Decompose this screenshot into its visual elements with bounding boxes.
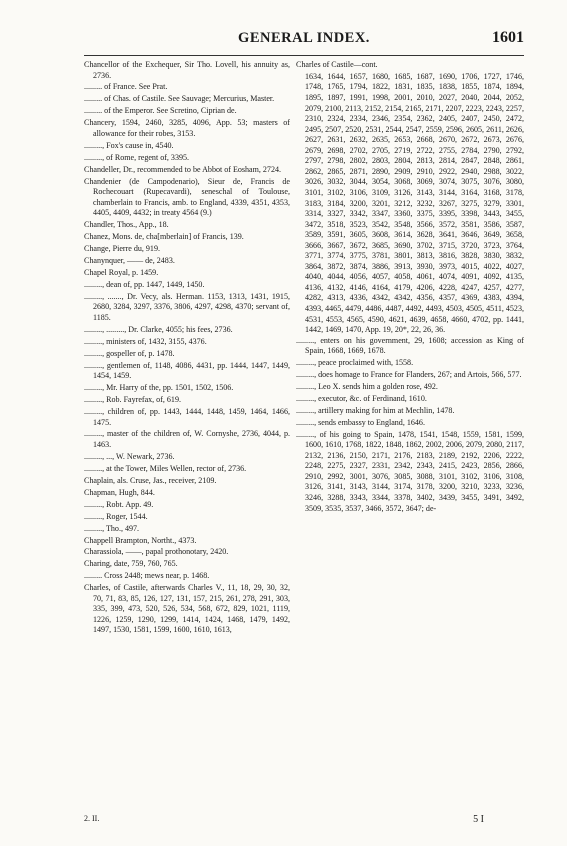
- index-entry: Charing, date, 759, 760, 765.: [84, 559, 178, 569]
- index-entry: Charles, of Castile, afterwards Charles V., 11, 18, 29, 30, 32, 70, 71, 83, 85, 126, 127, 131, 157, 215, 261, 278, 291, 303, 335, 399, 473, 520, 526, 534, 568, 672, 829, 1021, 1119, 1226, 1259, 1290, 1299, 1414, 1424, 1468, 1479, 1492, 1497, 1530, 1581, 1599, 1600, 1610, 1613,: [84, 583, 290, 635]
- index-entry: ........., executor, &c. of Ferdinand, 1610.: [296, 393, 427, 403]
- index-entry: ........., Fox's cause in, 4540.: [84, 140, 174, 150]
- index-entry: Chappell Brampton, Northt., 4373.: [84, 535, 197, 545]
- continued-references: 1634, 1644, 1657, 1680, 1685, 1687, 1690, 1706, 1727, 1746, 1748, 1765, 1794, 1822, 1831, 1835, 1838, 1855, 1874, 1894, 1895, 1897, 1991, 1998, 2001, 2010, 2027, 2040, 2044, 2052, 2079, 2100, 2113, 2152, 2154, 2165, 2171, 2207, 2223, 2243, 2257, 2310, 2324, 2334, 2346, 2354, 2362, 2405, 2407, 2450, 2472, 2495, 2507, 2520, 2531, 2544, 2547, 2559, 2596, 2605, 2611, 2626, 2627, 2631, 2632, 2635, 2653, 2668, 2670, 2672, 2673, 2676, 2679, 2698, 2702, 2705, 2719, 2722, 2755, 2784, 2790, 2792, 2797, 2798, 2802, 2803, 2804, 2813, 2814, 2847, 2848, 2861, 2862, 2865, 2871, 2890, 2909, 2910, 2922, 2940, 2988, 3022, 3026, 3032, 3044, 3054, 3068, 3069, 3074, 3075, 3076, 3080, 3101, 3102, 3106, 3109, 3126, 3143, 3144, 3164, 3168, 3178, 3183, 3184, 3200, 3201, 3212, 3232, 3267, 3275, 3279, 3301, 3314, 3327, 3342, 3347, 3360, 3375, 3395, 3398, 3443, 3455, 3472, 3518, 3523, 3542, 3548, 3566, 3572, 3581, 3586, 3587, 3589, 3591, 3605, 3608, 3614, 3628, 3641, 3646, 3649, 3658, 3666, 3667, 3672, 3685, 3690, 3702, 3715, 3720, 3723, 3764, 3771, 3774, 3775, 3781, 3801, 3813, 3816, 3828, 3830, 3832, 3864, 3872, 3874, 3886, 3913, 3930, 3973, 4015, 4022, 4027, 4040, 4044, 4056, 4057, 4058, 4061, 4074, 4091, 4092, 4135, 4136, 4132, 4146, 4164, 4179, 4206, 4228, 4247, 4257, 4277, 4282, 4313, 4336, 4342, 4342, 4356, 4357, 4369, 4383, 4394, 4393, 4465, 4479, 4486, 4487, 4492, 4493, 4503, 4505, 4511, 4523, 4531, 4553, 4565, 4590, 4621, 4639, 4658, 4660, 4702, pp. 1441, 1442, 1469, 1470, App. 19, 20*, 22, 26, 36.: [305, 71, 524, 335]
- index-entry: ........., Mr. Harry of the, pp. 1501, 1502, 1506.: [84, 383, 234, 393]
- index-entry: ........., ministers of, 1432, 3155, 4376.: [84, 336, 207, 346]
- index-entry: ........., children of, pp. 1443, 1444, 1448, 1459, 1464, 1466, 1475.: [84, 407, 290, 427]
- index-entry: ........., Leo X. sends him a golden rose, 492.: [296, 381, 438, 391]
- page-header: [84, 30, 524, 50]
- header-rule: [84, 55, 524, 56]
- index-entry: ........., Robt. App. 49.: [84, 499, 154, 509]
- index-entry: ........., of Rome, regent of, 3395.: [84, 152, 190, 162]
- index-entry: ........., ......., Dr. Vecy, als. Herman. 1153, 1313, 1431, 1915, 2680, 3284, 3297, 3376, 3806, 4297, 4298, 4370; servant of, 1185.: [84, 291, 290, 322]
- index-entry: ........., does homage to France for Flanders, 267; and Artois, 566, 577.: [296, 370, 522, 380]
- index-entry: Chancellor of the Exchequer, Sir Tho. Lovell, his annuity as, 2736.: [84, 60, 290, 80]
- index-entry: Change, Pierre du, 919.: [84, 244, 160, 254]
- index-entry: ........., ..., W. Newark, 2736.: [84, 451, 175, 461]
- index-entry: Chanynquer, —— de, 2483.: [84, 255, 175, 265]
- index-entry: Chandeller, Dr., recommended to be Abbot of Eosham, 2724.: [84, 164, 282, 174]
- index-entry: ......... of France. See Prat.: [84, 82, 168, 92]
- index-entry: ........., at the Tower, Miles Wellen, rector of, 2736.: [84, 463, 247, 473]
- index-entry: Chapman, Hugh, 844.: [84, 487, 155, 497]
- index-entry: ........., gospeller of, p. 1478.: [84, 348, 175, 358]
- index-entry: ......... Cross 2448; mews near, p. 1468.: [84, 571, 210, 581]
- signature-mark: 2. II.: [84, 814, 100, 823]
- index-entry: ........., Tho., 497.: [84, 523, 140, 533]
- index-entry: Chandler, Thos., App., 18.: [84, 220, 169, 230]
- index-entry: ......... of the Emperor. See Scretino, Ciprian de.: [84, 106, 237, 116]
- index-entry: Chandenier (de Campodenario), Sieur de, Francis de Rochecouart (Rupecavardi), seneschal of Toulouse, chamberlain to Francis, amb. to England, 4339, 4351, 4353, 4405, 4409, 4432; in treaty 4564 (9.): [84, 176, 290, 218]
- right-column: [296, 60, 524, 515]
- index-entry: ........., Rob. Fayrefax, of, 619.: [84, 395, 181, 405]
- index-entry: ........., master of the children of, W. Cornyshe, 2736, 4044, p. 1463.: [84, 429, 290, 450]
- continued-heading: Charles of Castile—cont.: [296, 60, 378, 69]
- index-entry: Chancery, 1594, 2460, 3285, 4096, App. 53; masters of allowance for their robes, 3153.: [84, 118, 290, 138]
- index-entry: ......... of Chas. of Castile. See Sauvage; Mercurius, Master.: [84, 94, 275, 104]
- page-number: 1601: [492, 29, 524, 46]
- index-entry: ........., artillery making for him at Mechlin, 1478.: [296, 405, 455, 415]
- right-entries: [296, 336, 524, 514]
- index-entry: ........., sends embassy to England, 1646.: [296, 417, 425, 427]
- index-entry: ........., of his going to Spain, 1478, 1541, 1548, 1559, 1581, 1599, 1600, 1610, 1768, 1822, 1848, 1862, 2002, 2006, 2079, 2080, 2117, 2132, 2136, 2150, 2171, 2176, 2183, 2189, 2192, 2206, 2222, 2248, 2275, 2327, 2331, 2342, 2343, 2415, 2423, 2856, 2866, 2910, 2992, 3001, 3076, 3085, 3088, 3101, 3102, 3106, 3108, 3126, 3141, 3143, 3144, 3174, 3178, 3200, 3210, 3233, 3236, 3246, 3288, 3343, 3344, 3378, 3402, 3439, 3455, 3491, 3492, 3509, 3535, 3537, 3466, 3572, 3647; de-: [296, 429, 524, 513]
- index-entry: Chapel Royal, p. 1459.: [84, 267, 159, 277]
- index-entry: ........., dean of, pp. 1447, 1449, 1450.: [84, 279, 205, 289]
- index-entry: Charassiola, ——, papal prothonotary, 2420.: [84, 547, 229, 557]
- index-entry: ........., Roger, 1544.: [84, 511, 148, 521]
- page-title: GENERAL INDEX.: [238, 30, 370, 46]
- index-entry: ........., ........., Dr. Clarke, 4055; his fees, 2736.: [84, 324, 233, 334]
- index-entry: ........., gentlemen of, 1148, 4086, 4431, pp. 1444, 1447, 1449, 1454, 1459.: [84, 360, 290, 381]
- index-entry: Chaplain, als. Cruse, Jas., receiver, 2109.: [84, 475, 217, 485]
- index-entry: Chanez, Mons. de, cha[mberlain] of Francis, 139.: [84, 232, 244, 242]
- index-entry: ........., peace proclaimed with, 1558.: [296, 358, 414, 368]
- index-entry: ........., enters on his government, 29, 1608; accession as King of Spain, 1668, 1669, 1678.: [296, 335, 524, 356]
- gathering-mark: 5 I: [473, 814, 484, 825]
- left-column: [84, 60, 290, 637]
